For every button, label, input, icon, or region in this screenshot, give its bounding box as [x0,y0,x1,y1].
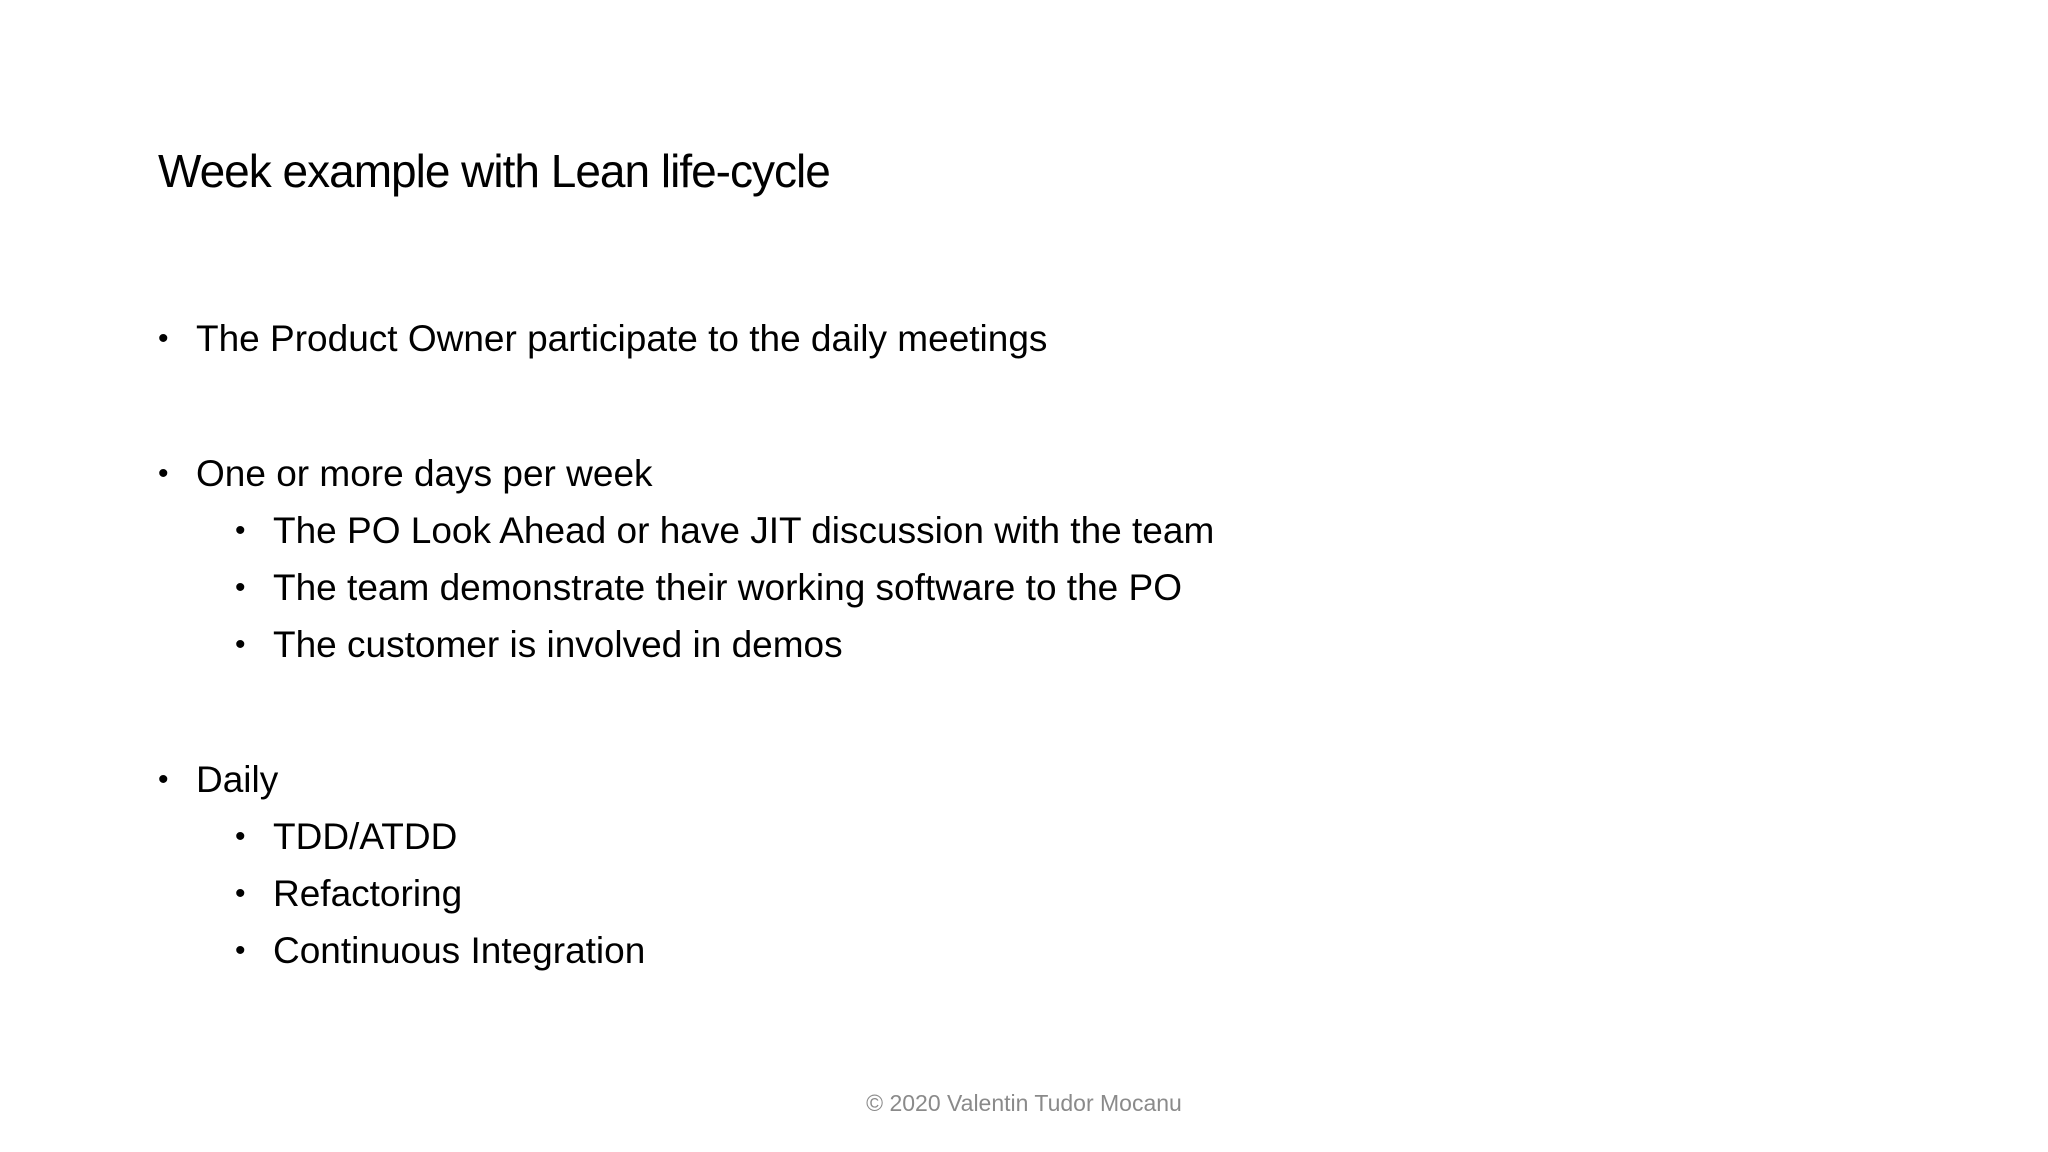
sub-bullet-text: TDD/ATDD [273,816,458,857]
bullet-item [158,751,1858,808]
bullet-icon: • [235,877,246,910]
sub-bullet-item [158,616,1858,673]
bullet-icon: • [158,457,169,490]
sub-bullet-text: Refactoring [273,873,463,914]
bullet-icon: • [235,514,246,547]
bullet-icon: • [158,763,169,796]
bullet-text: Daily [196,759,279,800]
bullet-icon: • [158,322,169,355]
sub-bullet-text: The PO Look Ahead or have JIT discussion with the team [273,510,1215,551]
sub-bullet-item [158,808,1858,865]
sub-bullet-item [158,922,1858,979]
sub-bullet-item [158,865,1858,922]
sub-bullet-item [158,559,1858,616]
bullet-text: The Product Owner participate to the daily meetings [196,318,1048,359]
bullet-item [158,445,1858,502]
sub-bullet-text: Continuous Integration [273,930,646,971]
sub-bullet-item [158,502,1858,559]
bullet-item [158,310,1858,367]
footer-copyright: © 2020 Valentin Tudor Mocanu [866,1090,1182,1116]
bullet-group-weekly [158,445,1858,673]
slide-title: Week example with Lean life-cycle [158,145,830,197]
bullet-icon: • [235,571,246,604]
bullet-text: One or more days per week [196,453,653,494]
bullet-icon: • [235,628,246,661]
sub-bullet-text: The team demonstrate their working software to the PO [273,567,1182,608]
bullet-group-daily [158,751,1858,979]
bullet-icon: • [235,820,246,853]
bullet-group-product-owner [158,310,1858,367]
slide-body [158,310,1858,1057]
sub-bullet-text: The customer is involved in demos [273,624,843,665]
bullet-icon: • [235,934,246,967]
